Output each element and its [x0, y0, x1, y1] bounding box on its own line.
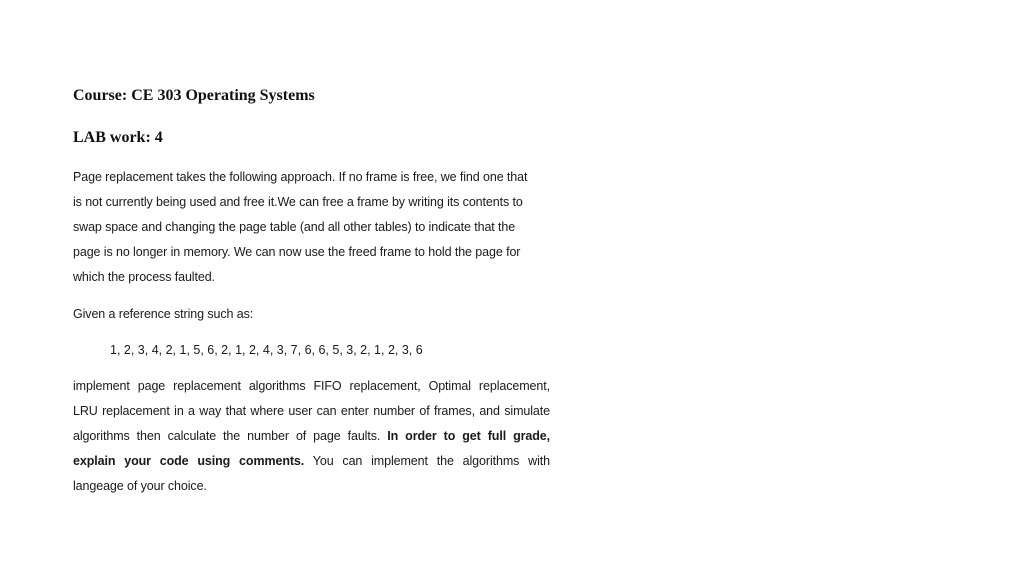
task-line — [73, 399, 550, 424]
task-line — [73, 424, 550, 449]
intro-line: page is no longer in memory. We can now use the freed frame to hold the page for — [73, 245, 521, 259]
task-line — [73, 374, 550, 399]
task-text: You can implement the algorithms with — [304, 454, 550, 468]
task-line — [73, 449, 550, 474]
intro-line: which the process faulted. — [73, 270, 215, 284]
reference-string: 1, 2, 3, 4, 2, 1, 5, 6, 2, 1, 2, 4, 3, 7, 6, 6, 5, 3, 2, 1, 2, 3, 6 — [110, 343, 423, 357]
course-heading: Course: CE 303 Operating Systems — [73, 87, 315, 104]
intro-paragraph — [73, 165, 553, 290]
task-text: implement page replacement algorithms FIFO replacement, Optimal replacement, — [73, 379, 550, 393]
task-text: langeage of your choice. — [73, 479, 207, 493]
task-text: algorithms then calculate the number of page faults. — [73, 429, 388, 443]
task-bold-text: explain your code using comments. — [73, 454, 305, 468]
task-bold-text: In order to get full grade, — [387, 429, 550, 443]
task-paragraph — [73, 374, 550, 499]
task-text: LRU replacement in a way that where user can enter number of frames, and simulate — [73, 404, 550, 418]
given-text — [73, 302, 553, 327]
task-line — [73, 474, 550, 499]
intro-line: is not currently being used and free it.We can free a frame by writing its contents to — [73, 195, 523, 209]
intro-line: swap space and changing the page table (and all other tables) to indicate that the — [73, 220, 516, 234]
given-text-line: Given a reference string such as: — [73, 307, 254, 321]
intro-line: Page replacement takes the following approach. If no frame is free, we find one that — [73, 170, 528, 184]
lab-heading: LAB work: 4 — [73, 129, 163, 146]
